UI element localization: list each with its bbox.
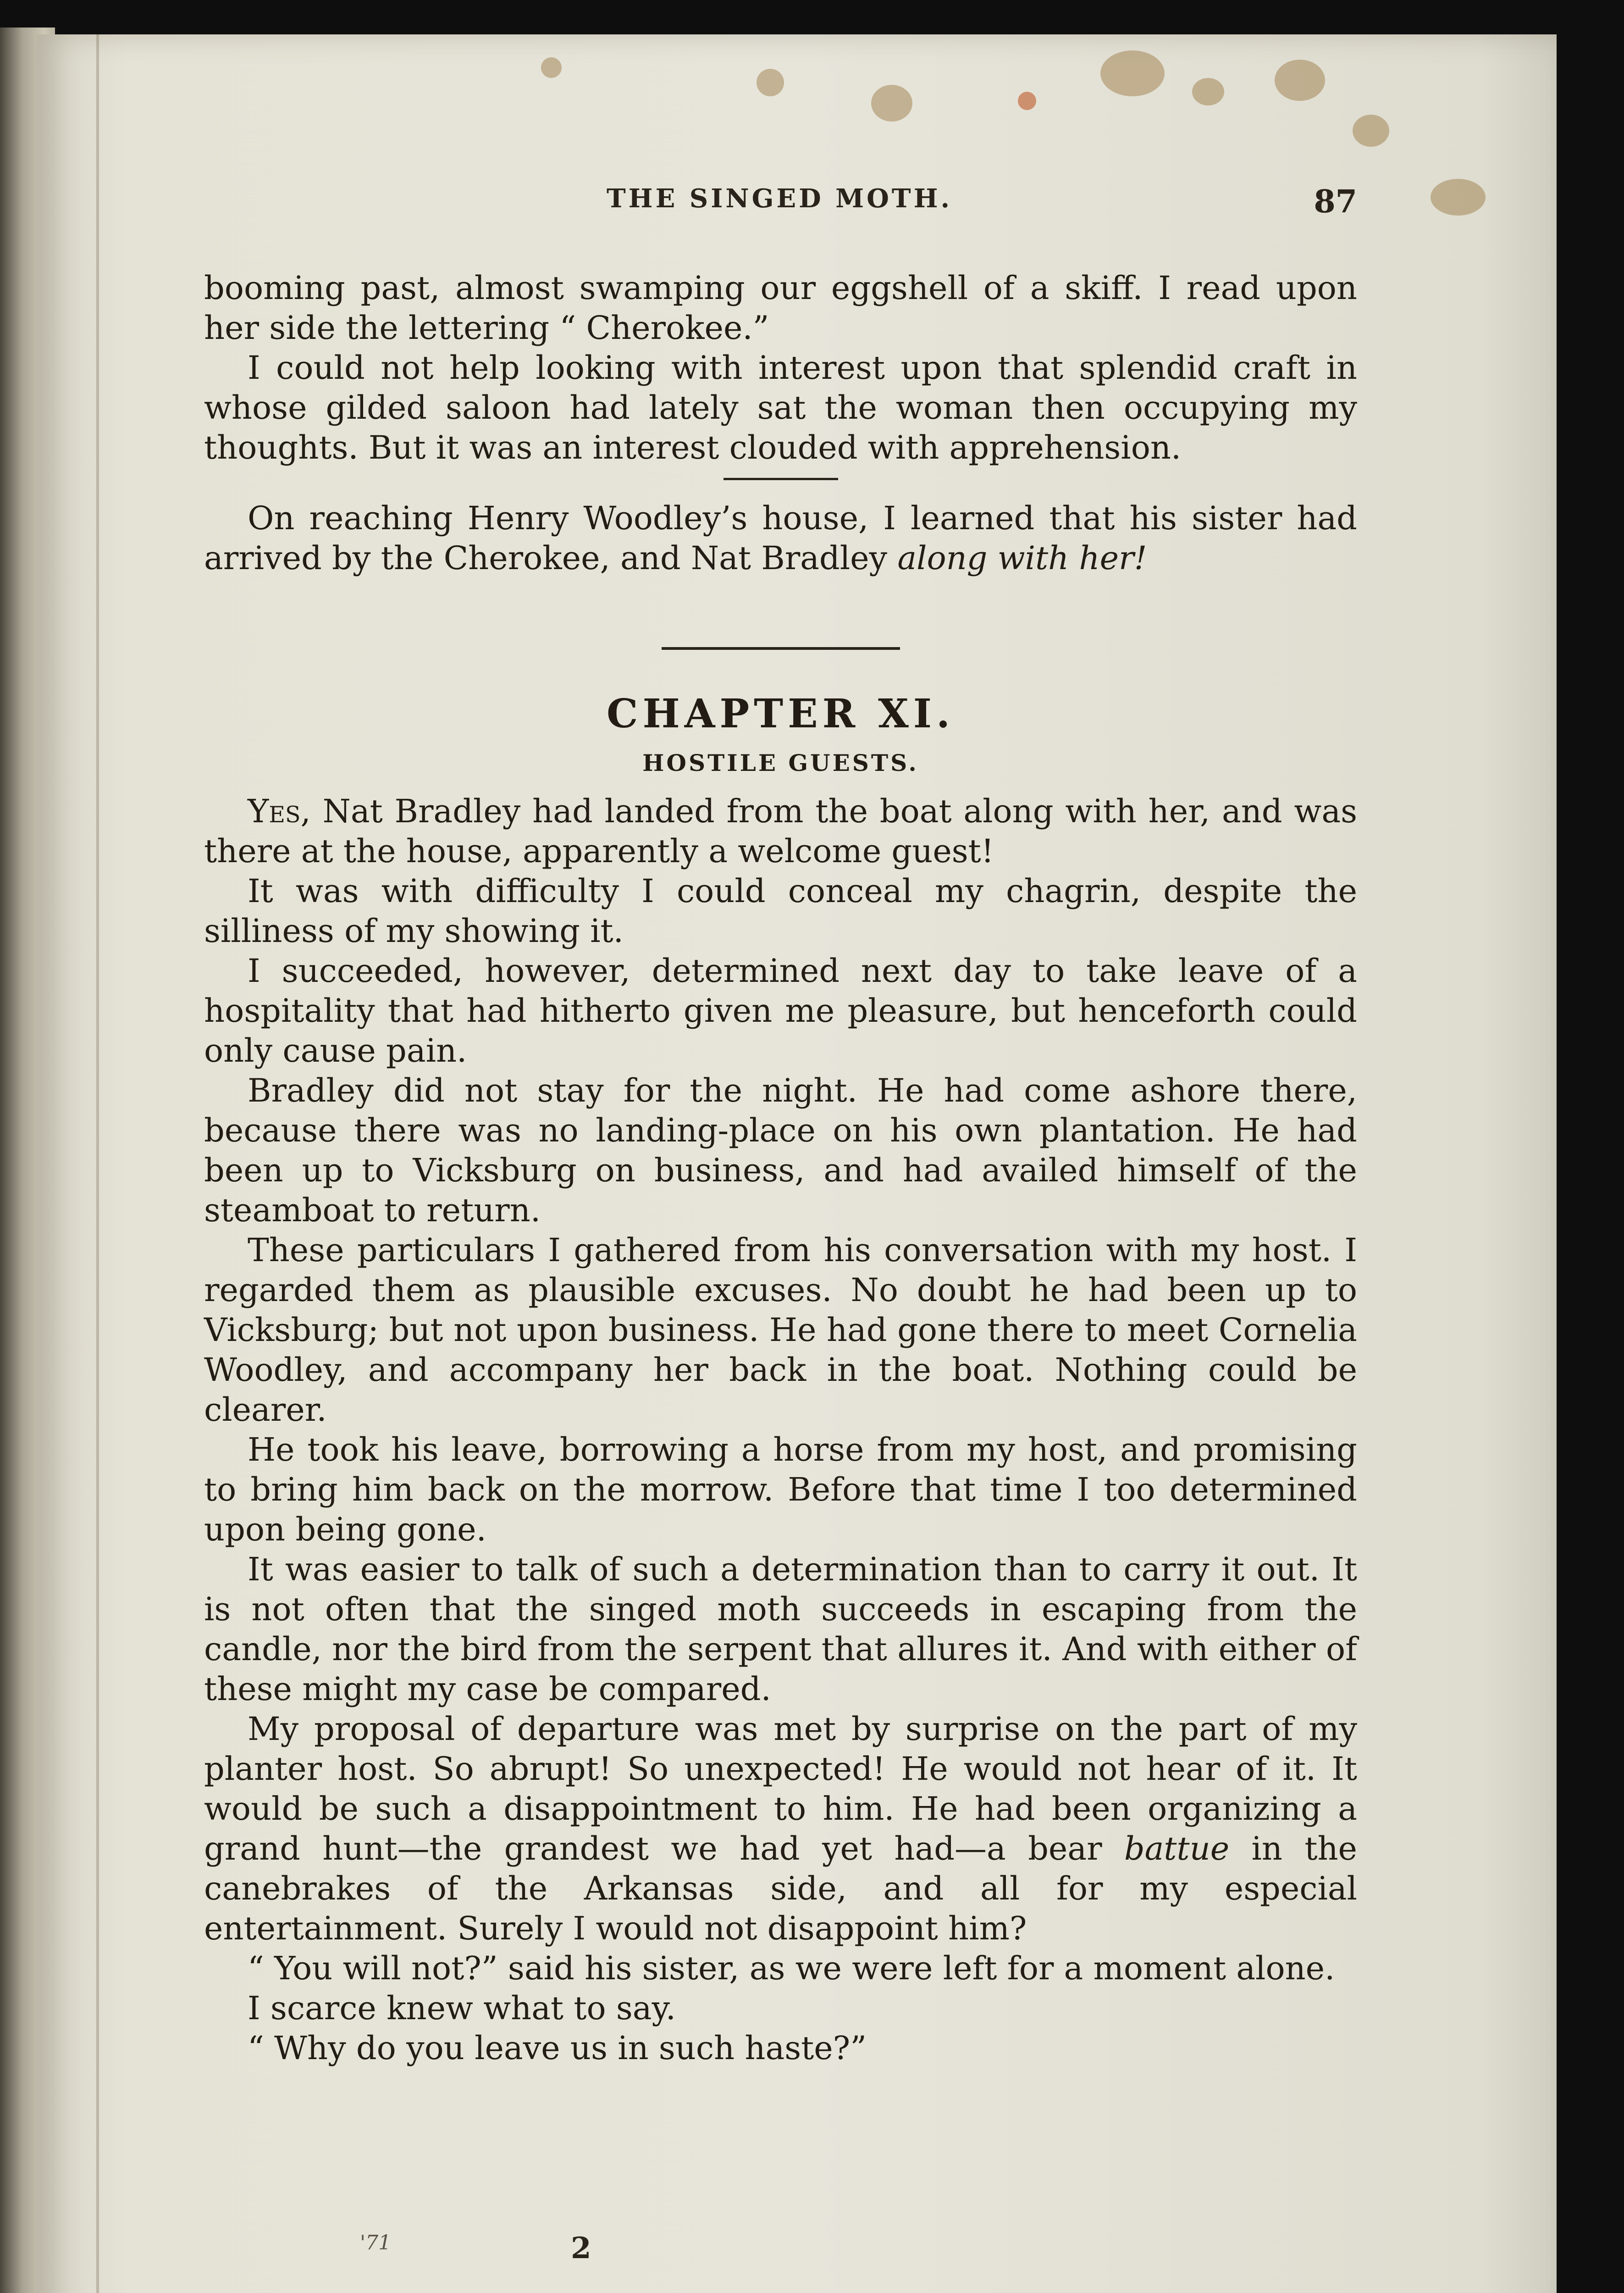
printer-signature: 2 xyxy=(571,2231,591,2265)
chapter-title: CHAPTER XI. xyxy=(607,691,955,737)
paragraph: He took his leave, borrowing a horse from my host, and promising to bring him back on the morrow. Before that time I too determined upon being gone. xyxy=(204,1431,1357,1548)
paragraph-text: On reaching Henry Woodley’s house, I learned that his sister had arrived by the Cherokee, and Nat Bradley xyxy=(204,499,1357,577)
foxing-stain xyxy=(1431,179,1486,216)
running-title: THE SINGED MOTH. xyxy=(607,183,952,214)
foxing-stain xyxy=(757,69,784,96)
foxing-stain xyxy=(1018,92,1036,110)
section-divider xyxy=(724,478,838,480)
paragraph: booming past, almost swamping our eggshell of a skiff. I read upon her side the lettering “ Cherokee.” xyxy=(204,269,1357,347)
foxing-stain xyxy=(541,57,562,78)
chapter-subtitle: HOSTILE GUESTS. xyxy=(642,749,919,776)
page-footer xyxy=(360,2231,589,2268)
chapter-divider xyxy=(662,647,900,650)
footer-mark: '71 xyxy=(360,2231,392,2254)
paragraph: I scarce knew what to say. xyxy=(248,1989,676,2027)
foxing-stain xyxy=(1100,50,1165,96)
paragraph-text: Nat Bradley had landed from the boat along with her, and was there at the house, apparently a welcome guest! xyxy=(204,792,1357,870)
paragraph: “ You will not?” said his sister, as we were left for a moment alone. xyxy=(248,1950,1335,1987)
paragraph: “ Why do you leave us in such haste?” xyxy=(248,2029,867,2067)
emphasis-text: battue xyxy=(1124,1830,1230,1867)
page-header xyxy=(202,183,1357,225)
paragraph-text: My proposal of departure was met by surprise on the part of my planter host. So abrupt! So unexpected! He would not hear of it. It would be such a disappointment to him. He had been organizing a grand hunt—the grandest we had yet had—a bear xyxy=(204,1710,1357,1867)
paragraph: It was with difficulty I could conceal my chagrin, despite the silliness of my showing it. xyxy=(204,872,1357,950)
page-body xyxy=(204,268,1357,2068)
foxing-stain xyxy=(1353,115,1389,147)
paragraph xyxy=(204,1709,1357,1949)
opening-word: Yes, xyxy=(248,792,311,830)
paragraph xyxy=(204,498,1357,578)
foxing-stain xyxy=(1275,60,1325,101)
paragraph-text: in the canebrakes of the Arkansas side, and all for my especial entertainment. Surely I would not disappoint him? xyxy=(204,1830,1357,1947)
foxing-stain xyxy=(1192,78,1224,105)
paragraph: I succeeded, however, determined next day to take leave of a hospitality that had hitherto given me pleasure, but henceforth could only cause pain. xyxy=(204,952,1357,1069)
page-number: 87 xyxy=(1314,183,1357,220)
paragraph: I could not help looking with interest upon that splendid craft in whose gilded saloon had lately sat the woman then occupying my thoughts. But it was an interest clouded with apprehension. xyxy=(204,349,1357,466)
paragraph: Bradley did not stay for the night. He had come ashore there, because there was no landing-place on his own plantation. He had been up to Vicksburg on business, and had availed himself of the steamboat to return. xyxy=(204,1072,1357,1229)
emphasis-text: along with her! xyxy=(897,539,1147,577)
paragraph: These particulars I gathered from his conversation with my host. I regarded them as plausible excuses. No doubt he had been up to Vicksburg; but not upon business. He had gone there to meet Cornelia Woodley, and accompany her back in the boat. Nothing could be clearer. xyxy=(204,1231,1357,1429)
page-fold xyxy=(96,34,99,2293)
foxing-stain xyxy=(871,85,912,122)
paragraph: It was easier to talk of such a determination than to carry it out. It is not often that the singed moth succeeds in escaping from the candle, nor the bird from the serpent that allures it. And with either of these might my case be compared. xyxy=(204,1551,1357,1708)
paragraph xyxy=(204,792,1357,871)
